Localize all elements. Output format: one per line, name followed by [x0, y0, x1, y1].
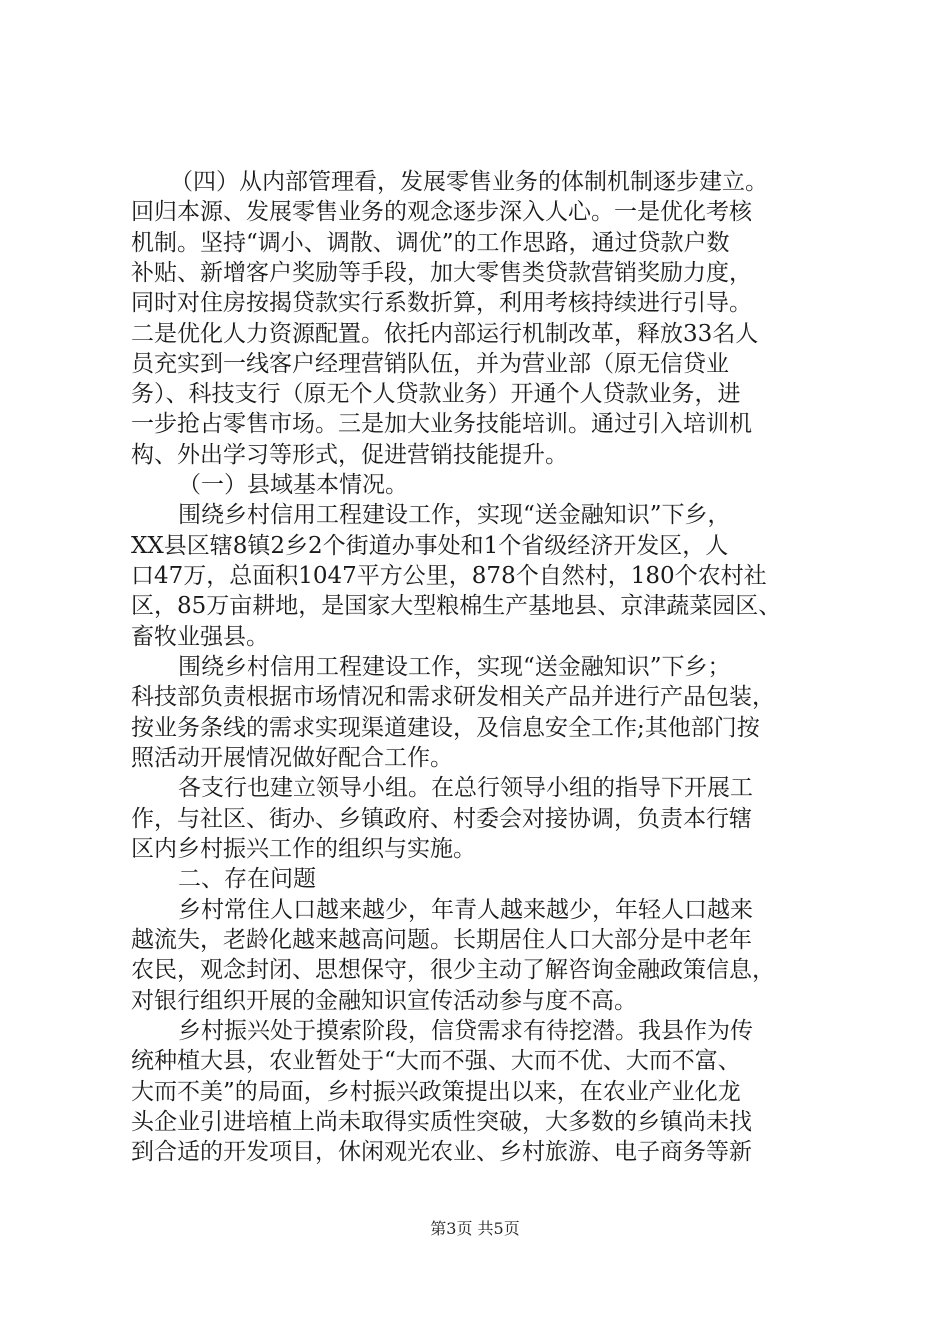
text-line: 机制。坚持“调小、调散、调优”的工作思路，通过贷款户数 — [131, 230, 730, 256]
text-line: 区，85万亩耕地，是国家大型粮棉生产基地县、京津蔬菜园区、 — [131, 593, 782, 619]
text-line: 对银行组织开展的金融知识宣传活动参与度不高。 — [131, 988, 637, 1014]
text-line: 同时对住房按揭贷款实行系数折算，利用考核持续进行引导。 — [131, 290, 752, 316]
text-line: 一步抢占零售市场。三是加大业务技能培训。通过引入培训机 — [131, 411, 752, 437]
text-line: 乡村振兴处于摸索阶段，信贷需求有待挖潜。我县作为传 — [178, 1018, 753, 1044]
text-line: 构、外出学习等形式，促进营销技能提升。 — [131, 442, 568, 468]
text-line: 口47万，总面积1047平方公里，878个自然村，180个农村社 — [131, 563, 767, 589]
text-line: 畜牧业强县。 — [131, 624, 269, 650]
text-line: 作，与社区、街办、乡镇政府、村委会对接协调，负责本行辖 — [131, 806, 752, 832]
text-line: 统种植大县，农业暂处于“大而不强、大而不优、大而不富、 — [131, 1048, 741, 1074]
text-line: 区内乡村振兴工作的组织与实施。 — [131, 836, 476, 862]
text-line: 员充实到一线客户经理营销队伍，并为营业部（原无信贷业 — [131, 351, 729, 377]
text-line: 补贴、新增客户奖励等手段，加大零售类贷款营销奖励力度， — [131, 260, 752, 286]
text-line: 二是优化人力资源配置。依托内部运行机制改革，释放33名人 — [131, 321, 759, 347]
page-footer: 第3页 共5页 — [430, 1219, 520, 1238]
text-line: （一）县域基本情况。 — [178, 472, 408, 498]
text-line: 大而不美”的局面，乡村振兴政策提出以来，在农业产业化龙 — [131, 1079, 741, 1105]
text-line: 乡村常住人口越来越少，年青人越来越少，年轻人口越来 — [178, 897, 753, 923]
text-line: 科技部负责根据市场情况和需求研发相关产品并进行产品包装， — [131, 684, 775, 710]
text-line: 照活动开展情况做好配合工作。 — [131, 745, 453, 771]
text-line: 头企业引进培植上尚未取得实质性突破，大多数的乡镇尚未找 — [131, 1109, 752, 1135]
text-line: 按业务条线的需求实现渠道建设，及信息安全工作;其他部门按 — [131, 715, 760, 741]
text-line: 务）、科技支行（原无个人贷款业务）开通个人贷款业务，进 — [131, 381, 741, 407]
text-line: （四）从内部管理看，发展零售业务的体制机制逐步建立。 — [170, 169, 768, 195]
text-line: 围绕乡村信用工程建设工作，实现“送金融知识”下乡， — [178, 502, 731, 528]
text-line: 到合适的开发项目，休闲观光农业、乡村旅游、电子商务等新 — [131, 1139, 752, 1165]
text-line: 各支行也建立领导小组。在总行领导小组的指导下开展工 — [178, 775, 753, 801]
text-line: 回归本源、发展零售业务的观念逐步深入人心。一是优化考核 — [131, 199, 752, 225]
text-line: 二、存在问题 — [178, 866, 316, 892]
text-line: 围绕乡村信用工程建设工作，实现“送金融知识”下乡； — [178, 654, 731, 680]
text-line: XX县区辖8镇2乡2个街道办事处和1个省级经济开发区，人 — [131, 533, 729, 559]
text-line: 越流失，老龄化越来越高问题。长期居住人口大部分是中老年 — [131, 927, 752, 953]
text-line: 农民，观念封闭、思想保守，很少主动了解咨询金融政策信息， — [131, 957, 775, 983]
